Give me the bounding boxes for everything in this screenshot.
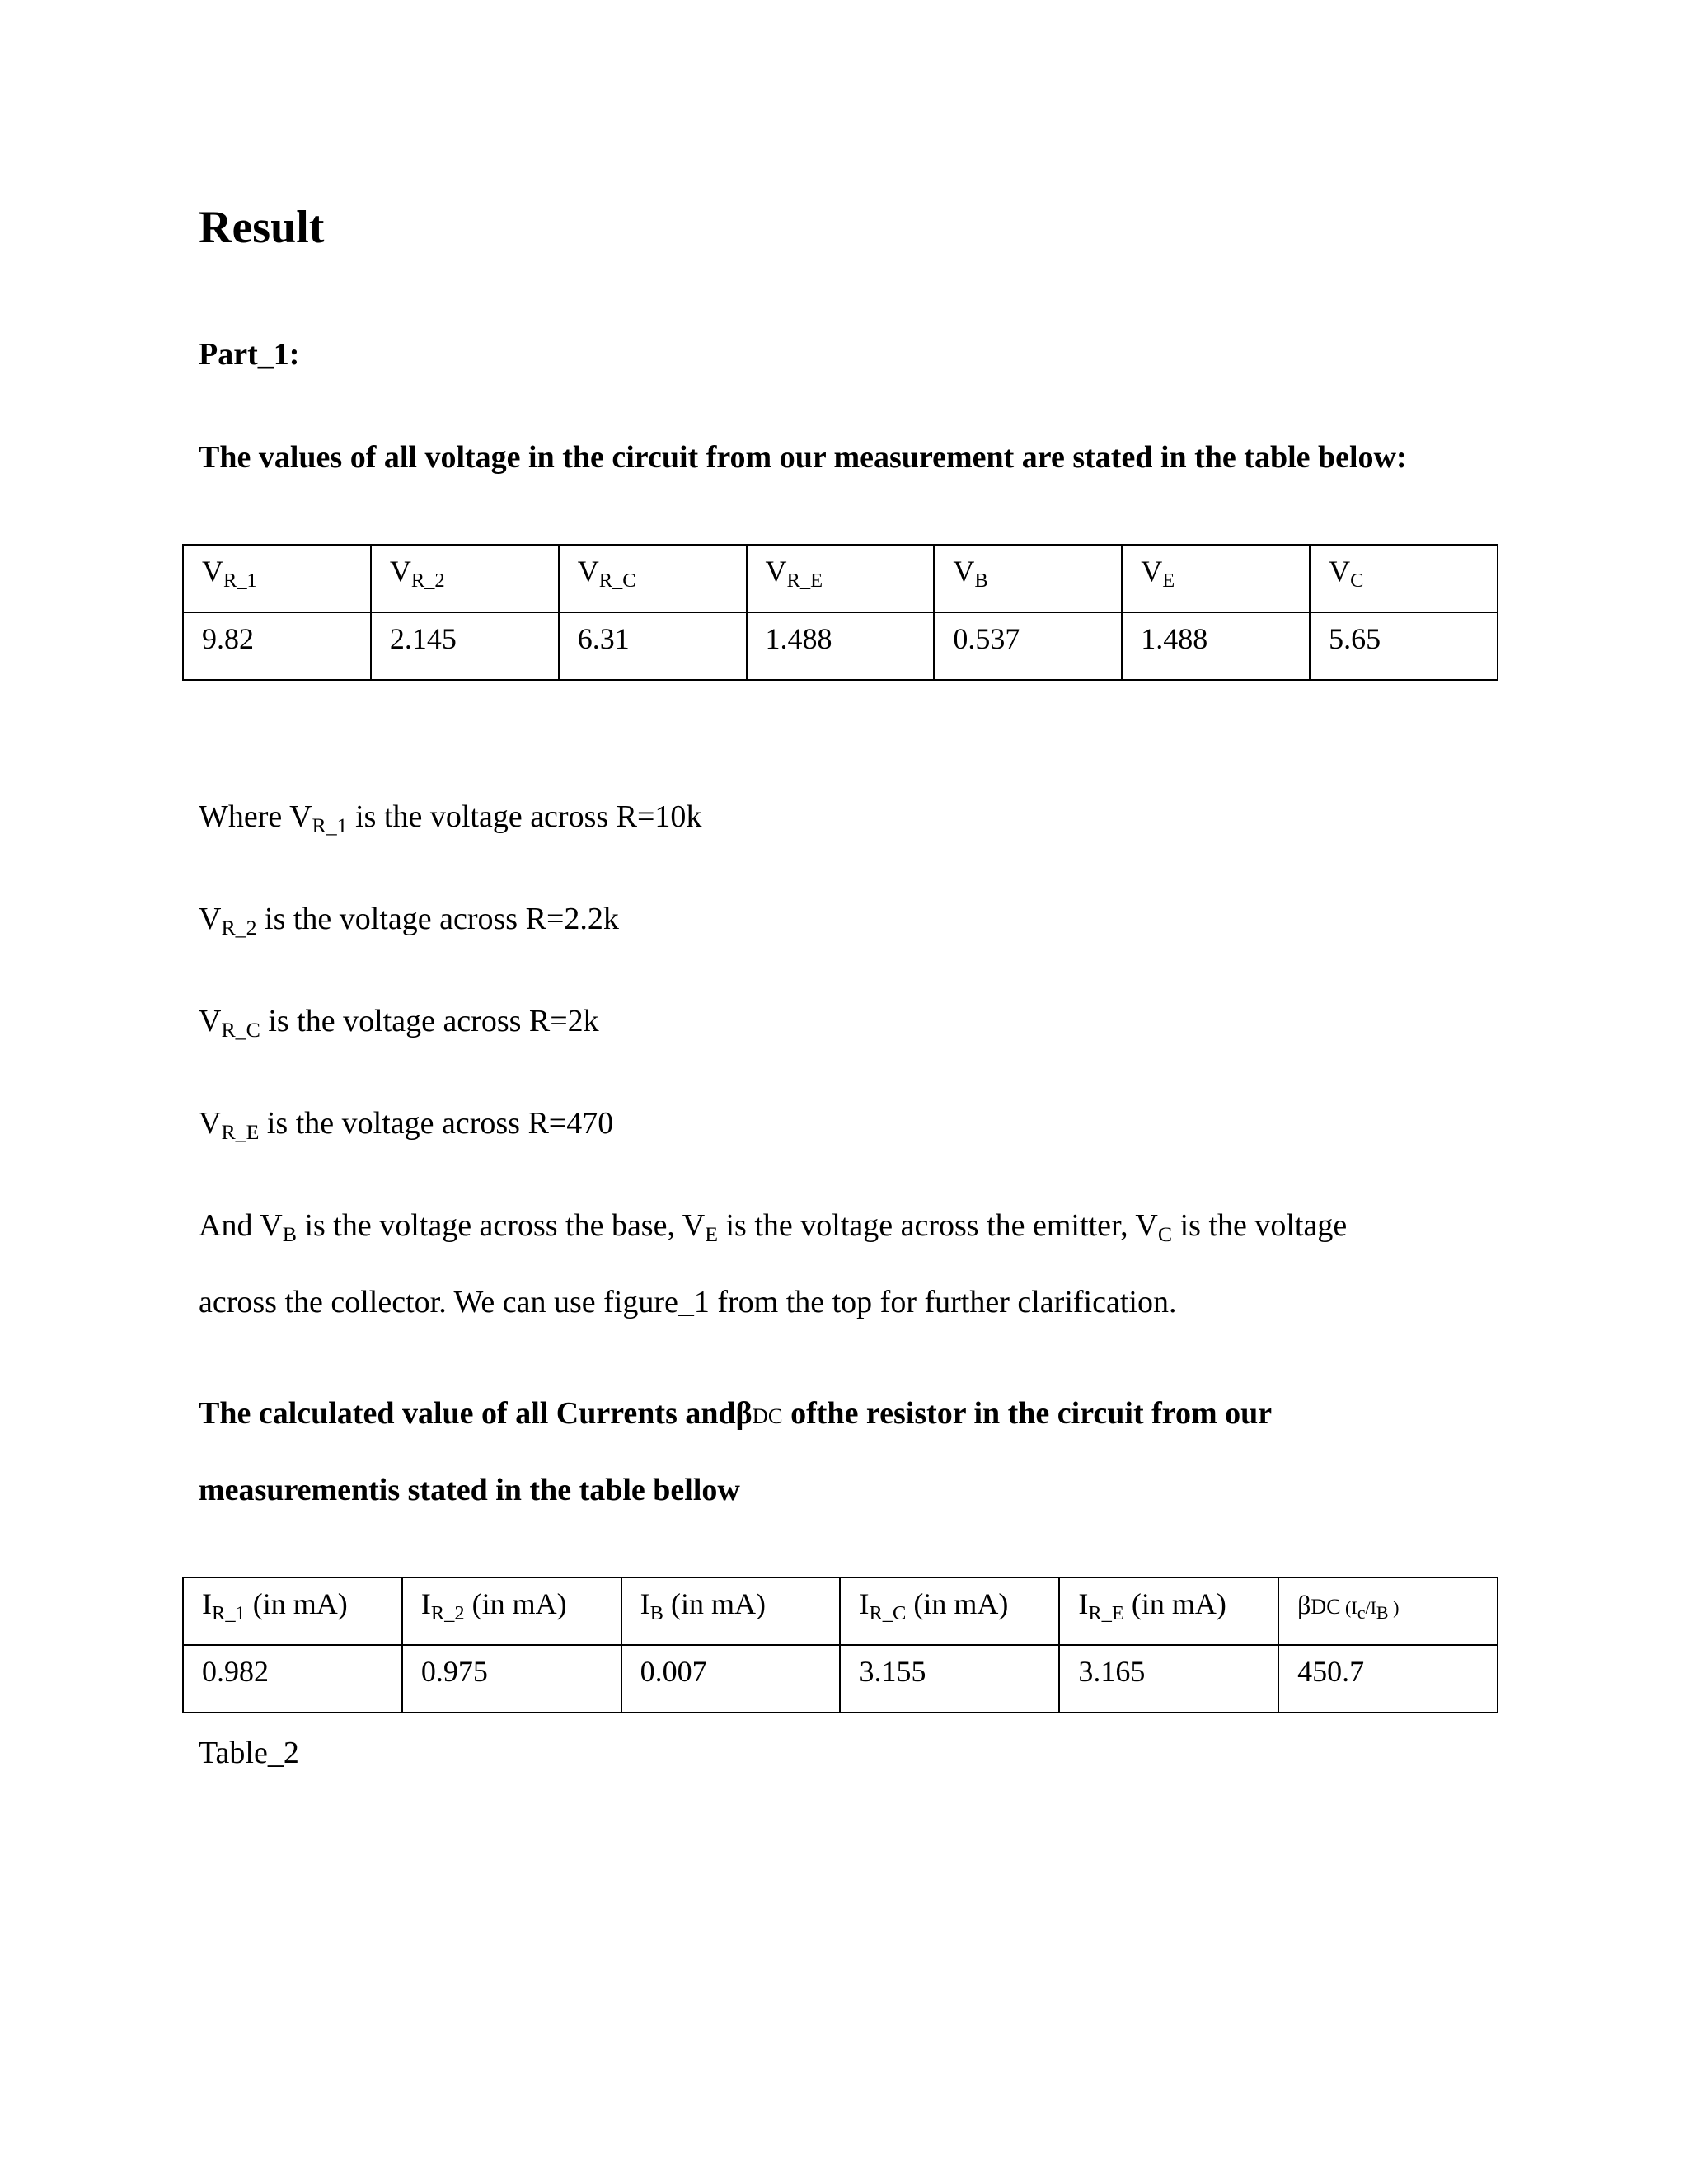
header-sub: C: [1350, 569, 1364, 592]
page-title: Result: [199, 202, 325, 253]
header-cell-vb: [934, 545, 1122, 612]
header-unit: /I: [1365, 1597, 1376, 1618]
definition-sub: R_E: [221, 1120, 260, 1145]
header-sub: E: [1162, 569, 1175, 592]
header-base: V: [953, 555, 975, 588]
value-cell: 0.007: [621, 1645, 841, 1713]
current-table-intro-line-1: [199, 1393, 1272, 1434]
definition-text: is the voltage across R=10k: [347, 799, 702, 834]
header-cell-irc: [840, 1577, 1059, 1645]
voltage-table-value-row: [183, 612, 1498, 680]
value-cell: 2.145: [371, 612, 559, 680]
header-unit: (in mA): [1123, 1587, 1226, 1620]
header-base: I: [420, 1587, 431, 1620]
header-base: I: [640, 1587, 650, 1620]
header-sub: R_C: [869, 1601, 907, 1624]
value-cell: 1.488: [747, 612, 935, 680]
header-sub: R_1: [212, 1601, 246, 1624]
value-cell: 450.7: [1278, 1645, 1498, 1713]
definition-prefix: V: [199, 1004, 222, 1038]
voltage-table-header-row: [183, 545, 1498, 612]
beta-symbol: β: [735, 1396, 753, 1431]
header-cell-beta: [1278, 1577, 1498, 1645]
value-cell: 3.165: [1059, 1645, 1278, 1713]
header-sub: R_C: [598, 569, 636, 592]
definition-vre: [199, 1103, 613, 1144]
header-unit-sub: c: [1357, 1602, 1366, 1624]
header-sub: B: [974, 569, 988, 592]
header-base: V: [577, 555, 599, 588]
table-caption: Table_2: [199, 1736, 299, 1770]
value-cell: 9.82: [183, 612, 371, 680]
definition-text: is the voltage across R=470: [259, 1106, 614, 1141]
header-cell-vrc: [559, 545, 747, 612]
part-label: Part_1:: [199, 337, 300, 372]
definition-prefix: V: [199, 902, 222, 936]
header-sub: R_2: [410, 569, 445, 592]
current-table: [182, 1577, 1498, 1713]
intro-text: ofthe resistor in the circuit from our: [782, 1396, 1273, 1431]
header-base: I: [202, 1587, 212, 1620]
explanation-text: And V: [199, 1208, 283, 1243]
header-unit: (I: [1340, 1597, 1357, 1618]
header-cell-ire: [1059, 1577, 1278, 1645]
intro-text: The calculated value of all Currents and: [199, 1396, 736, 1431]
header-sub: R_E: [786, 569, 823, 592]
header-unit: (in mA): [245, 1587, 348, 1620]
explanation-sub: E: [705, 1222, 718, 1247]
definition-prefix: Where V: [199, 799, 312, 834]
header-sub: R_2: [430, 1601, 465, 1624]
header-unit-sub: B: [1376, 1602, 1389, 1624]
definition-text: is the voltage across R=2.2k: [256, 902, 619, 936]
header-unit: (in mA): [464, 1587, 567, 1620]
header-cell-vc: [1310, 545, 1498, 612]
value-cell: 3.155: [840, 1645, 1059, 1713]
header-cell-vre: [747, 545, 935, 612]
definition-text: is the voltage across R=2k: [260, 1004, 599, 1038]
header-base: V: [1141, 555, 1163, 588]
header-base: I: [859, 1587, 870, 1620]
beta-sub: DC: [752, 1404, 783, 1428]
explanation-line-2: across the collector. We can use figure_1 from the top for further clarification.: [199, 1285, 1177, 1319]
explanation-text: is the voltage: [1172, 1208, 1348, 1243]
definition-sub: R_C: [221, 1018, 260, 1043]
header-cell-ib: [621, 1577, 841, 1645]
definition-vrc: [199, 1001, 599, 1042]
header-sub: B: [649, 1601, 663, 1624]
explanation-text: is the voltage across the base, V: [296, 1208, 706, 1243]
value-cell: 6.31: [559, 612, 747, 680]
value-cell: 5.65: [1310, 612, 1498, 680]
voltage-table: [182, 544, 1498, 681]
header-cell-ir1: [183, 1577, 402, 1645]
header-base: I: [1078, 1587, 1089, 1620]
explanation-text: is the voltage across the emitter, V: [718, 1208, 1158, 1243]
definition-sub: R_1: [312, 813, 348, 838]
value-cell: 0.982: [183, 1645, 402, 1713]
definition-vr2: [199, 898, 619, 940]
explanation-sub: C: [1157, 1222, 1173, 1247]
header-sub: R_E: [1088, 1601, 1124, 1624]
explanation-line-1: [199, 1205, 1347, 1246]
current-table-intro-line-2: measurementis stated in the table bellow: [199, 1473, 740, 1507]
voltage-table-intro: The values of all voltage in the circuit from our measurement are stated in the table below:: [199, 440, 1407, 475]
header-base: V: [389, 555, 411, 588]
header-base: V: [1329, 555, 1351, 588]
current-table-header-row: [183, 1577, 1498, 1645]
current-table-value-row: [183, 1645, 1498, 1713]
header-sub: R_1: [223, 569, 257, 592]
definition-prefix: V: [199, 1106, 222, 1141]
header-cell-vr1: [183, 545, 371, 612]
definition-vr1: [199, 796, 701, 837]
definition-sub: R_2: [221, 916, 257, 940]
header-base: β: [1297, 1590, 1311, 1619]
value-cell: 0.975: [402, 1645, 621, 1713]
header-cell-vr2: [371, 545, 559, 612]
header-base: V: [765, 555, 787, 588]
header-unit: (in mA): [906, 1587, 1009, 1620]
explanation-sub: B: [282, 1222, 297, 1247]
header-cell-ir2: [402, 1577, 621, 1645]
header-sub: DC: [1311, 1595, 1341, 1619]
header-cell-ve: [1122, 545, 1310, 612]
header-unit: ): [1388, 1597, 1400, 1618]
value-cell: 0.537: [934, 612, 1122, 680]
header-base: V: [202, 555, 223, 588]
value-cell: 1.488: [1122, 612, 1310, 680]
header-unit: (in mA): [663, 1587, 766, 1620]
